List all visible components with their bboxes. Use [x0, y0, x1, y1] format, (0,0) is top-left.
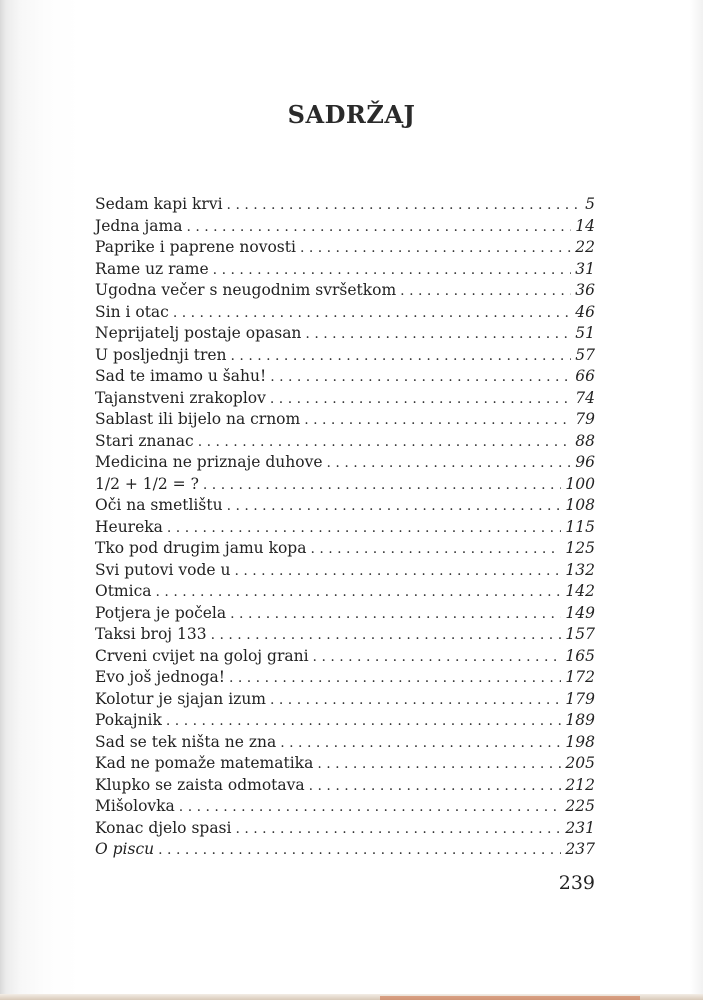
toc-entry-title: Neprijatelj postaje opasan — [95, 324, 302, 342]
dot-leader — [304, 412, 571, 428]
cover-edge-mark — [380, 996, 640, 1000]
dot-leader — [156, 584, 562, 600]
toc-entry-title: Svi putovi vode u — [95, 560, 231, 579]
dot-leader — [213, 262, 572, 278]
toc-entry-title: Pokajnik — [95, 711, 162, 729]
toc-entry — [95, 797, 595, 819]
toc-entry-page: 212 — [565, 775, 595, 794]
toc-entry-title: Sad te imamo u šahu! — [95, 367, 267, 385]
toc-entry — [95, 668, 595, 690]
toc-entry-title: Sin i otac — [95, 302, 169, 321]
toc-entry-page: 198 — [565, 732, 595, 751]
toc-entry — [95, 776, 595, 798]
toc-entry-page: 179 — [565, 689, 595, 708]
toc-entry-page: 142 — [565, 582, 595, 600]
toc-entry-page: 51 — [575, 324, 595, 342]
dot-leader — [167, 520, 562, 536]
dot-leader — [166, 713, 562, 729]
toc-entry-title: 1/2 + 1/2 = ? — [95, 474, 199, 493]
toc-entry-page: 31 — [575, 259, 595, 278]
toc-entry — [95, 432, 595, 454]
toc-entry-page: 36 — [575, 281, 595, 299]
toc-entry-title: Heureka — [95, 517, 163, 536]
dot-leader — [211, 627, 562, 643]
toc-entry-title: Ugodna večer s neugodnim svršetkom — [95, 281, 397, 299]
dot-leader — [309, 778, 562, 794]
page-title: SADRŽAJ — [287, 100, 416, 130]
toc-entry-title: Potjera je počela — [95, 603, 227, 622]
dot-leader — [270, 369, 571, 385]
toc-entry — [95, 647, 595, 669]
toc-entry-title: Rame uz rame — [95, 259, 209, 278]
toc-entry — [95, 733, 595, 755]
toc-entry — [95, 389, 595, 411]
toc-entry — [95, 281, 595, 303]
dot-leader — [179, 799, 562, 815]
toc-entry — [95, 754, 595, 776]
toc-entry — [95, 496, 595, 518]
toc-entry-title: Sad se tek ništa ne zna — [95, 732, 277, 751]
toc-entry — [95, 260, 595, 282]
dot-leader — [198, 434, 572, 450]
toc-entry — [95, 690, 595, 712]
toc-entry-page: 46 — [575, 302, 595, 321]
toc-entry — [95, 582, 595, 604]
toc-entry-title: Mišolovka — [95, 797, 175, 815]
toc-entry — [95, 561, 595, 583]
toc-entry-page: 132 — [565, 560, 595, 579]
dot-leader — [227, 197, 582, 213]
dot-leader — [317, 756, 561, 772]
toc-entry-page: 157 — [565, 625, 595, 643]
toc-entry-page: 5 — [585, 195, 595, 213]
dot-leader — [173, 305, 571, 321]
toc-entry — [95, 410, 595, 432]
toc-entry-title: O piscu — [95, 840, 155, 858]
toc-entry — [95, 711, 595, 733]
toc-entry-page: 205 — [565, 754, 595, 772]
toc-entry-title: Konac djelo spasi — [95, 818, 232, 837]
toc-entry-title: Evo još jednoga! — [95, 668, 225, 686]
toc-entry — [95, 475, 595, 497]
toc-entry-page: 79 — [575, 410, 595, 428]
dot-leader — [313, 649, 562, 665]
toc-entry-title: Kad ne pomaže matematika — [95, 754, 314, 772]
dot-leader — [234, 563, 561, 579]
dot-leader — [158, 842, 561, 858]
toc-entry-title: Otmica — [95, 582, 152, 600]
toc-entry-page: 57 — [575, 345, 595, 364]
toc-entry-title: Sedam kapi krvi — [95, 195, 223, 213]
dot-leader — [305, 326, 571, 342]
toc-entry-title: U posljednji tren — [95, 345, 227, 364]
toc-entry-page: 88 — [575, 431, 595, 450]
toc-entry — [95, 625, 595, 647]
toc-entry — [95, 840, 595, 862]
toc-entry-page: 225 — [565, 797, 595, 815]
toc-entry — [95, 604, 595, 626]
toc-entry-title: Stari znanac — [95, 431, 194, 450]
toc-entry — [95, 453, 595, 475]
toc-entry-page: 149 — [565, 603, 595, 622]
toc-entry-page: 115 — [565, 517, 595, 536]
dot-leader — [235, 821, 561, 837]
toc-entry — [95, 195, 595, 217]
toc-entry-page: 74 — [575, 388, 595, 407]
toc-entry — [95, 303, 595, 325]
dot-leader — [270, 391, 571, 407]
dot-leader — [310, 541, 561, 557]
dot-leader — [300, 240, 571, 256]
dot-leader — [327, 455, 572, 471]
page-number: 239 — [558, 872, 595, 894]
dot-leader — [203, 477, 562, 493]
toc-entry — [95, 346, 595, 368]
toc-entry-page: 172 — [565, 668, 595, 686]
toc-entry-title: Sablast ili bijelo na crnom — [95, 410, 301, 428]
toc-entry-title: Tajanstveni zrakoplov — [95, 388, 266, 407]
toc-entry-page: 189 — [565, 711, 595, 729]
dot-leader — [280, 735, 561, 751]
dot-leader — [186, 219, 571, 235]
dot-leader — [270, 692, 561, 708]
toc-entry-page: 108 — [565, 496, 595, 514]
toc-entry-title: Medicina ne priznaje duhove — [95, 453, 323, 471]
toc-entry-page: 237 — [565, 840, 595, 858]
toc-entry-title: Kolotur je sjajan izum — [95, 689, 266, 708]
dot-leader — [231, 348, 572, 364]
toc-entry-page: 100 — [565, 474, 595, 493]
toc-entry-page: 96 — [575, 453, 595, 471]
toc-entry — [95, 217, 595, 239]
toc-entry-title: Taksi broj 133 — [95, 625, 207, 643]
toc-entry — [95, 367, 595, 389]
dot-leader — [230, 606, 561, 622]
toc-entry-page: 125 — [565, 539, 595, 557]
dot-leader — [229, 670, 561, 686]
toc-entry-title: Tko pod drugim jamu kopa — [95, 539, 307, 557]
toc-entry-page: 22 — [575, 238, 595, 256]
toc-entry-page: 165 — [565, 646, 595, 665]
toc-entry-title: Crveni cvijet na goloj grani — [95, 646, 309, 665]
toc-entry — [95, 238, 595, 260]
table-of-contents — [95, 195, 595, 862]
toc-entry-title: Oči na smetlištu — [95, 496, 223, 514]
toc-entry — [95, 518, 595, 540]
toc-entry-title: Paprike i paprene novosti — [95, 238, 296, 256]
dot-leader — [227, 498, 562, 514]
dot-leader — [400, 283, 571, 299]
toc-entry — [95, 324, 595, 346]
toc-entry-title: Klupko se zaista odmotava — [95, 775, 305, 794]
toc-entry — [95, 819, 595, 841]
toc-entry-page: 66 — [575, 367, 595, 385]
toc-entry — [95, 539, 595, 561]
toc-entry-title: Jedna jama — [95, 216, 183, 235]
toc-entry-page: 231 — [565, 818, 595, 837]
toc-entry-page: 14 — [575, 216, 595, 235]
